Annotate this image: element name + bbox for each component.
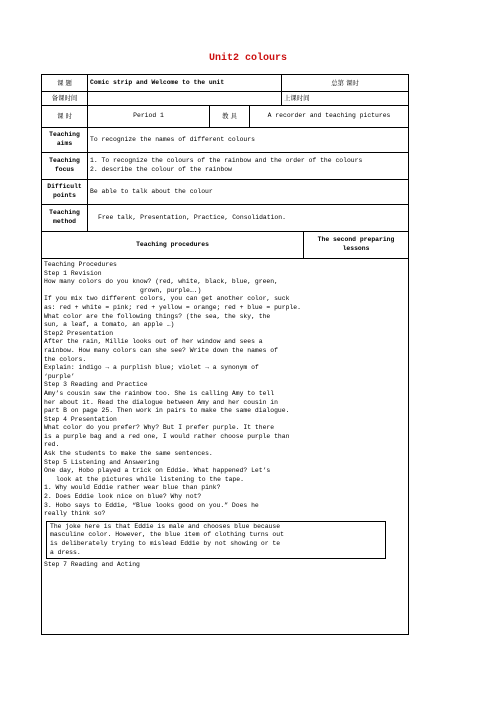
period-label: 课 时 xyxy=(42,106,88,128)
proc-line: her about it. Read the dialogue between Amy and her cousin in xyxy=(44,398,278,406)
joke-line: The joke here is that Eddie is male and chooses blue because xyxy=(50,522,281,530)
aids-value: A recorder and teaching pictures xyxy=(250,106,409,128)
proc-step-heading: Step 5 Listening and Answering xyxy=(44,458,160,466)
proc-line: What color are the following things? (the sea, the sky, the xyxy=(44,312,271,320)
proc-line: is a purple bag and a red one, I would rather choose purple than xyxy=(44,432,290,440)
proc-line: really think so? xyxy=(44,510,106,518)
proc-line: look at the pictures while listening to the tape. xyxy=(56,475,244,483)
prep-time-value xyxy=(88,92,282,106)
lesson-plan-table xyxy=(41,74,409,635)
focus-row xyxy=(42,153,409,180)
joke-line: masculine color. However, the blue item of clothing turns out xyxy=(50,531,284,539)
prep-time-label: 备课时间 xyxy=(42,92,88,106)
proc-line: part B on page 25. Then work in pairs to make the same dialogue. xyxy=(44,407,290,415)
procedures-header-row xyxy=(42,232,409,259)
period-row xyxy=(42,106,409,128)
proc-line: If you mix two different colors, you can get another color, suck xyxy=(44,295,290,303)
focus-cell xyxy=(88,153,409,180)
aims-label: Teaching aims xyxy=(42,128,88,153)
aims-row xyxy=(42,128,409,153)
proc-question: 3. Hobo says to Eddie, “Blue looks good on you.” Does he xyxy=(44,501,259,509)
time-row xyxy=(42,92,409,106)
procedures-header: Teaching procedures xyxy=(42,232,304,259)
topic-value: Comic strip and Welcome to the unit xyxy=(88,75,282,92)
proc-line: sun, a leaf, a tomato, an apple …) xyxy=(44,321,175,329)
proc-step-heading: Step2 Presentation xyxy=(44,329,114,337)
proc-step-heading: Step 7 Reading and Acting xyxy=(44,561,140,569)
proc-line: Teaching Procedures xyxy=(44,261,117,268)
proc-line: the colors. xyxy=(44,355,87,363)
proc-question: 1. Why would Eddie rather wear blue than pink? xyxy=(44,484,221,492)
proc-line: Amy’s cousin saw the rainbow too. She is calling Amy to tell xyxy=(44,389,275,397)
proc-line: ‘purple’ xyxy=(44,372,75,380)
proc-line: Ask the students to make the same sentences. xyxy=(44,450,213,458)
period-value: Period 1 xyxy=(88,106,210,128)
aims-value: To recognize the names of different colours xyxy=(88,128,409,153)
proc-line: rainbow. How many colors can she see? Write down the names of xyxy=(44,346,278,354)
proc-line: Explain: indigo → a purplish blue; violet → a synonym of xyxy=(44,364,259,372)
aids-label: 教 具 xyxy=(210,106,250,128)
topic-label: 课 题 xyxy=(42,75,88,92)
topic-row xyxy=(42,75,409,92)
class-time-label: 上课时间 xyxy=(282,92,409,106)
proc-question: 2. Does Eddie look nice on blue? Why not? xyxy=(44,493,202,501)
procedures-cell xyxy=(42,259,409,635)
proc-line: How many colors do you know? (red, white, black, blue, green, xyxy=(44,278,278,286)
joke-line: is deliberately trying to mislead Eddie by not showing or te xyxy=(50,540,281,547)
difficult-label: Difficult points xyxy=(42,180,88,205)
proc-step-heading: Step 3 Reading and Practice xyxy=(44,381,148,389)
joke-explanation-box xyxy=(46,521,386,559)
joke-line: a dress. xyxy=(50,548,81,556)
focus-item-2: 2. describe the colour of the rainbow xyxy=(90,166,232,173)
method-label: Teaching method xyxy=(42,205,88,232)
method-value: Free talk, Presentation, Practice, Consolidation. xyxy=(88,205,409,232)
page-title: Unit2 colours xyxy=(208,53,287,64)
proc-line: One day, Hobo played a trick on Eddie. What happened? Let’s xyxy=(44,467,271,475)
proc-line: red. xyxy=(44,441,60,449)
focus-item-1: 1. To recognize the colours of the rainbow and the order of the colours xyxy=(90,157,363,165)
total-period-label: 总第 课时 xyxy=(282,75,409,92)
proc-line: as: red + white = pink; red + yellow = orange; red + blue = purple. xyxy=(44,303,301,311)
proc-step-heading: Step 1 Revision xyxy=(44,269,102,277)
proc-line: After the rain, Millie looks out of her window and sees a xyxy=(44,338,263,346)
proc-line: What color do you prefer? Why? But I prefer purple. It there xyxy=(44,424,275,432)
difficult-row xyxy=(42,180,409,205)
method-row xyxy=(42,205,409,232)
difficult-value: Be able to talk about the colour xyxy=(88,180,409,205)
second-preparing-header: The second preparing lessons xyxy=(304,232,409,259)
proc-line: grown, purple….) xyxy=(140,286,202,294)
procedures-row xyxy=(42,259,409,635)
proc-step-heading: Step 4 Presentation xyxy=(44,415,117,423)
focus-label: Teaching focus xyxy=(42,153,88,180)
